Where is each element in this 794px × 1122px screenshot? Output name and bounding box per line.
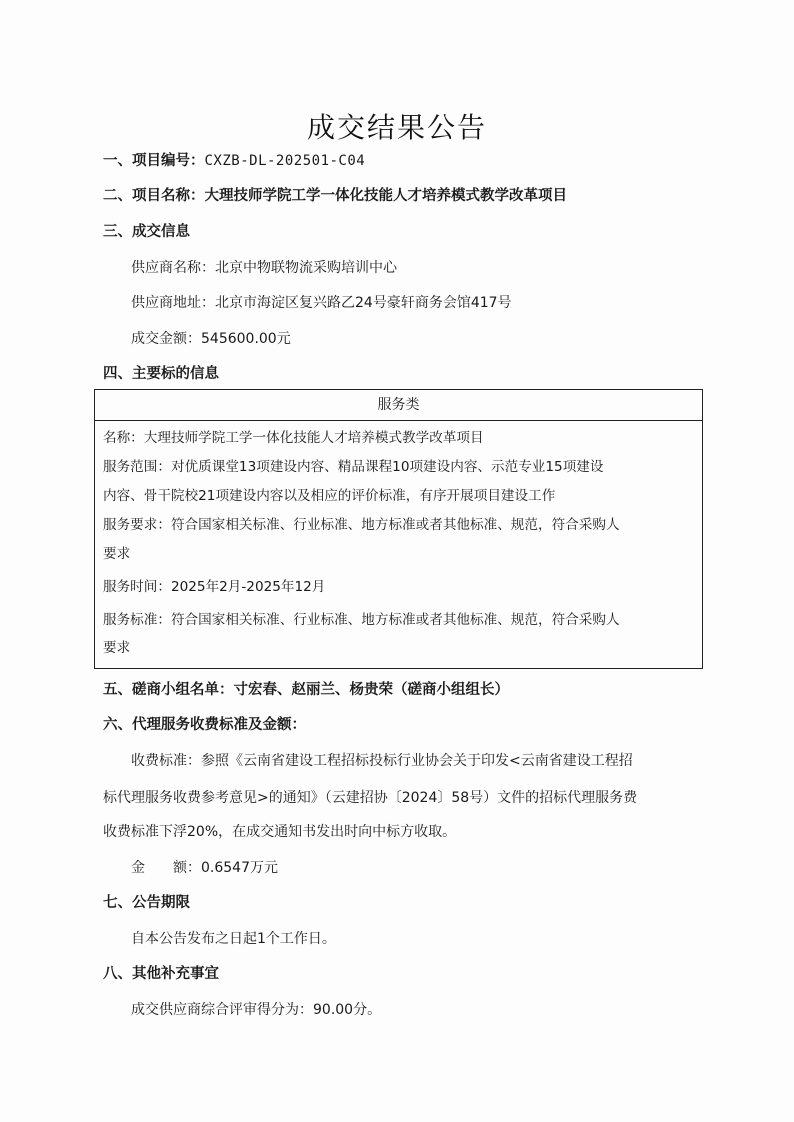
project-number-value: CXZB-DL-202501-C04 (204, 153, 366, 169)
project-number (103, 151, 365, 171)
section-agency-fee-heading: 六、代理服务收费标准及金额： (103, 717, 306, 733)
section-main-subject-heading: 四、主要标的信息 (103, 366, 219, 382)
table-row: 服务标准：符合国家相关标准、行业标准、地方标准或者其他标准、规范，符合采购人 (103, 612, 620, 628)
negotiation-group-list: 五、磋商小组名单：寸宏春、赵丽兰、杨贵荣（磋商小组组长） (103, 682, 509, 698)
subject-table (94, 389, 703, 669)
notice-period-text: 自本公告发布之日起1个工作日。 (131, 931, 336, 947)
section-deal-info-heading: 三、成交信息 (103, 224, 190, 240)
fee-standard-line: 收费标准：参照《云南省建设工程招标投标行业协会关于印发<云南省建设工程招 (131, 753, 633, 769)
supplier-address: 供应商地址：北京市海淀区复兴路乙24号豪轩商务会馆417号 (131, 295, 512, 311)
table-row: 要求 (103, 546, 131, 562)
table-row: 要求 (103, 640, 131, 656)
table-row: 服务范围：对优质课堂13项建设内容、精品课程10项建设内容、示范专业15项建设 (103, 459, 604, 475)
deal-amount: 成交金额：545600.00元 (131, 331, 291, 347)
supplier-name: 供应商名称：北京中物联物流采购培训中心 (131, 260, 397, 276)
project-name (103, 186, 567, 206)
project-name-label: 二、项目名称： (103, 188, 205, 204)
page-title: 成交结果公告 (306, 111, 487, 144)
fee-standard-line: 收费标准下浮20%，在成交通知书发出时向中标方收取。 (103, 824, 457, 840)
table-row: 内容、骨干院校21项建设内容以及相应的评价标准，有序开展项目建设工作 (103, 488, 556, 504)
section-other-matters-heading: 八、其他补充事宜 (103, 966, 219, 982)
fee-amount: 金 额：0.6547万元 (131, 860, 278, 876)
section-notice-period-heading: 七、公告期限 (103, 895, 190, 911)
table-row: 名称：大理技师学院工学一体化技能人才培养模式教学改革项目 (103, 430, 484, 446)
project-number-label: 一、项目编号： (103, 153, 205, 169)
fee-standard-line: 标代理服务收费参考意见>的通知》（云建招协〔2024〕58号）文件的招标代理服务费 (103, 790, 638, 806)
table-row: 服务时间：2025年2月-2025年12月 (103, 579, 326, 595)
project-name-value: 大理技师学院工学一体化技能人才培养模式教学改革项目 (204, 188, 567, 204)
table-header: 服务类 (95, 390, 702, 421)
other-matters-text: 成交供应商综合评审得分为：90.00分。 (131, 1002, 382, 1018)
table-row: 服务要求：符合国家相关标准、行业标准、地方标准或者其他标准、规范，符合采购人 (103, 517, 620, 533)
